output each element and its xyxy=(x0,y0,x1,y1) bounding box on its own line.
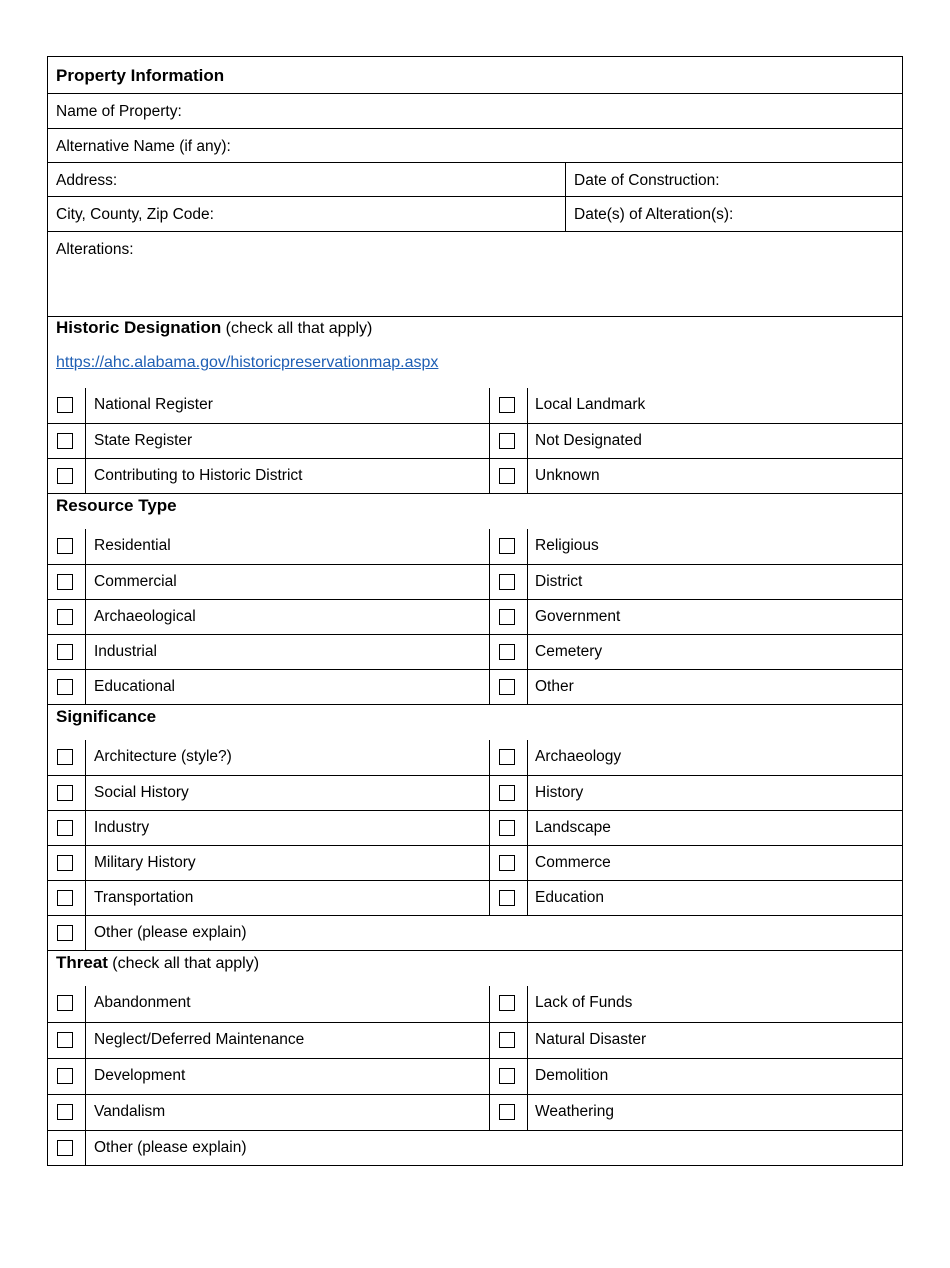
date-of-construction-cell[interactable] xyxy=(565,163,720,196)
government-label: Government xyxy=(535,608,621,625)
checkbox-row xyxy=(48,423,902,458)
checkbox-cell xyxy=(489,776,528,810)
checkbox-row xyxy=(48,634,902,669)
military-history-label: Military History xyxy=(94,854,196,871)
checkbox-cell xyxy=(489,1095,528,1130)
historic-designation-header xyxy=(48,316,902,388)
checkbox-cell xyxy=(489,1023,528,1058)
checkbox-cell xyxy=(489,459,528,493)
commerce-label: Commerce xyxy=(535,854,611,871)
checkbox-row xyxy=(48,880,902,915)
checkbox-cell xyxy=(489,424,528,458)
dates-of-alteration-label: Date(s) of Alteration(s): xyxy=(574,206,734,223)
unknown-checkbox[interactable] xyxy=(499,468,515,484)
vandalism-label: Vandalism xyxy=(94,1103,166,1120)
state-register-checkbox[interactable] xyxy=(57,433,73,449)
checkbox-cell xyxy=(48,670,86,704)
checkbox-row xyxy=(48,599,902,634)
vandalism-checkbox[interactable] xyxy=(57,1104,73,1120)
industry-checkbox[interactable] xyxy=(57,820,73,836)
lack-of-funds-label: Lack of Funds xyxy=(535,994,633,1011)
checkbox-cell xyxy=(489,811,528,845)
checkbox-row xyxy=(48,986,902,1022)
alterations-row[interactable] xyxy=(48,231,902,316)
commercial-label: Commercial xyxy=(94,573,177,590)
checkbox-cell xyxy=(48,1023,86,1058)
checkbox-row xyxy=(48,458,902,493)
industrial-checkbox[interactable] xyxy=(57,644,73,660)
checkbox-cell xyxy=(489,1059,528,1094)
development-checkbox[interactable] xyxy=(57,1068,73,1084)
checkbox-cell xyxy=(48,600,86,634)
threat-other-checkbox[interactable] xyxy=(57,1140,73,1156)
religious-label: Religious xyxy=(535,537,599,554)
residential-label: Residential xyxy=(94,537,171,554)
checkbox-cell xyxy=(48,916,86,950)
threat-title: Threat xyxy=(56,953,108,972)
checkbox-cell xyxy=(489,881,528,915)
checkbox-row xyxy=(48,1022,902,1058)
checkbox-row xyxy=(48,564,902,599)
neglect-deferred-maintenance-checkbox[interactable] xyxy=(57,1032,73,1048)
archaeological-label: Archaeological xyxy=(94,608,196,625)
checkbox-row xyxy=(48,775,902,810)
significance-other-label: Other (please explain) xyxy=(94,924,247,941)
commerce-checkbox[interactable] xyxy=(499,855,515,871)
government-checkbox[interactable] xyxy=(499,609,515,625)
checkbox-cell xyxy=(48,424,86,458)
cemetery-label: Cemetery xyxy=(535,643,603,660)
significance-other-checkbox[interactable] xyxy=(57,925,73,941)
education-checkbox[interactable] xyxy=(499,890,515,906)
threat-other-label: Other (please explain) xyxy=(94,1139,247,1156)
not-designated-label: Not Designated xyxy=(535,432,642,449)
property-form xyxy=(47,56,903,1166)
landscape-label: Landscape xyxy=(535,819,611,836)
educational-label: Educational xyxy=(94,678,176,695)
alternative-name-label: Alternative Name (if any): xyxy=(56,138,231,155)
city-county-zip-row[interactable] xyxy=(48,196,902,231)
local-landmark-label: Local Landmark xyxy=(535,396,646,413)
resource-type-header xyxy=(48,493,902,529)
commercial-checkbox[interactable] xyxy=(57,574,73,590)
checkbox-cell xyxy=(48,635,86,669)
contributing-to-historic-district-checkbox[interactable] xyxy=(57,468,73,484)
checkbox-cell xyxy=(489,740,528,775)
demolition-label: Demolition xyxy=(535,1067,609,1084)
checkbox-cell xyxy=(48,565,86,599)
checkbox-cell xyxy=(48,459,86,493)
lack-of-funds-checkbox[interactable] xyxy=(499,995,515,1011)
state-register-label: State Register xyxy=(94,432,193,449)
checkbox-row xyxy=(48,845,902,880)
threat-header xyxy=(48,950,902,986)
significance-header xyxy=(48,704,902,740)
landscape-checkbox[interactable] xyxy=(499,820,515,836)
threat-other-row xyxy=(48,1130,902,1165)
threat-subtitle: (check all that apply) xyxy=(112,955,260,972)
historic-designation-title: Historic Designation xyxy=(56,318,222,337)
checkbox-cell xyxy=(489,670,528,704)
residential-checkbox[interactable] xyxy=(57,538,73,554)
section-title-resource-type: Resource Type xyxy=(56,496,177,515)
transportation-checkbox[interactable] xyxy=(57,890,73,906)
district-checkbox[interactable] xyxy=(499,574,515,590)
checkbox-cell xyxy=(489,529,528,564)
address-label: Address: xyxy=(56,172,118,189)
social-history-label: Social History xyxy=(94,784,189,801)
contributing-to-historic-district-label: Contributing to Historic District xyxy=(94,467,303,484)
checkbox-row xyxy=(48,529,902,564)
checkbox-row xyxy=(48,740,902,775)
section-title-property-information: Property Information xyxy=(56,66,225,85)
not-designated-checkbox[interactable] xyxy=(499,433,515,449)
section-title-threat xyxy=(56,953,259,973)
abandonment-checkbox[interactable] xyxy=(57,995,73,1011)
checkbox-cell xyxy=(48,529,86,564)
architecture-style-label: Architecture (style?) xyxy=(94,748,232,765)
name-of-property-row[interactable] xyxy=(48,93,902,128)
checkbox-cell xyxy=(489,565,528,599)
archaeology-checkbox[interactable] xyxy=(499,749,515,765)
checkbox-cell xyxy=(48,1131,86,1165)
weathering-label: Weathering xyxy=(535,1103,614,1120)
development-label: Development xyxy=(94,1067,186,1084)
property-information-header xyxy=(48,57,902,93)
checkbox-cell xyxy=(489,986,528,1022)
checkbox-cell xyxy=(48,986,86,1022)
natural-disaster-label: Natural Disaster xyxy=(535,1031,647,1048)
checkbox-cell xyxy=(48,740,86,775)
other-checkbox[interactable] xyxy=(499,679,515,695)
checkbox-cell xyxy=(48,811,86,845)
other-label: Other xyxy=(535,678,574,695)
checkbox-cell xyxy=(48,1059,86,1094)
checkbox-row xyxy=(48,1094,902,1130)
checkbox-cell xyxy=(48,776,86,810)
unknown-label: Unknown xyxy=(535,467,600,484)
archaeology-label: Archaeology xyxy=(535,748,622,765)
local-landmark-checkbox[interactable] xyxy=(499,397,515,413)
checkbox-row xyxy=(48,388,902,423)
history-label: History xyxy=(535,784,584,801)
checkbox-cell xyxy=(48,846,86,880)
significance-other-row xyxy=(48,915,902,950)
city-county-zip-label: City, County, Zip Code: xyxy=(56,206,214,223)
historic-designation-subtitle: (check all that apply) xyxy=(225,320,373,337)
national-register-label: National Register xyxy=(94,396,213,413)
military-history-checkbox[interactable] xyxy=(57,855,73,871)
checkbox-cell xyxy=(48,881,86,915)
educational-checkbox[interactable] xyxy=(57,679,73,695)
checkbox-row xyxy=(48,669,902,704)
district-label: District xyxy=(535,573,583,590)
checkbox-cell xyxy=(489,388,528,423)
demolition-checkbox[interactable] xyxy=(499,1068,515,1084)
checkbox-cell xyxy=(48,1095,86,1130)
checkbox-row xyxy=(48,810,902,845)
date-of-construction-label: Date of Construction: xyxy=(574,172,720,189)
cemetery-checkbox[interactable] xyxy=(499,644,515,660)
history-checkbox[interactable] xyxy=(499,785,515,801)
checkbox-row xyxy=(48,1058,902,1094)
alternative-name-row[interactable] xyxy=(48,128,902,162)
link-container xyxy=(56,354,438,372)
architecture-style-checkbox[interactable] xyxy=(57,749,73,765)
social-history-checkbox[interactable] xyxy=(57,785,73,801)
section-title-historic-designation xyxy=(56,318,372,338)
national-register-checkbox[interactable] xyxy=(57,397,73,413)
education-label: Education xyxy=(535,889,604,906)
neglect-deferred-maintenance-label: Neglect/Deferred Maintenance xyxy=(94,1031,305,1048)
checkbox-cell xyxy=(489,635,528,669)
dates-of-alteration-cell[interactable] xyxy=(565,197,734,231)
abandonment-label: Abandonment xyxy=(94,994,191,1011)
archaeological-checkbox[interactable] xyxy=(57,609,73,625)
checkbox-cell xyxy=(489,600,528,634)
name-of-property-label: Name of Property: xyxy=(56,103,182,120)
address-row[interactable] xyxy=(48,162,902,196)
transportation-label: Transportation xyxy=(94,889,194,906)
historic-preservation-map-link[interactable]: https://ahc.alabama.gov/historicpreservationmap.aspx xyxy=(56,354,439,371)
industrial-label: Industrial xyxy=(94,643,157,660)
checkbox-cell xyxy=(489,846,528,880)
section-title-significance: Significance xyxy=(56,707,157,726)
weathering-checkbox[interactable] xyxy=(499,1104,515,1120)
natural-disaster-checkbox[interactable] xyxy=(499,1032,515,1048)
alterations-label: Alterations: xyxy=(56,241,134,258)
checkbox-cell xyxy=(48,388,86,423)
industry-label: Industry xyxy=(94,819,150,836)
religious-checkbox[interactable] xyxy=(499,538,515,554)
